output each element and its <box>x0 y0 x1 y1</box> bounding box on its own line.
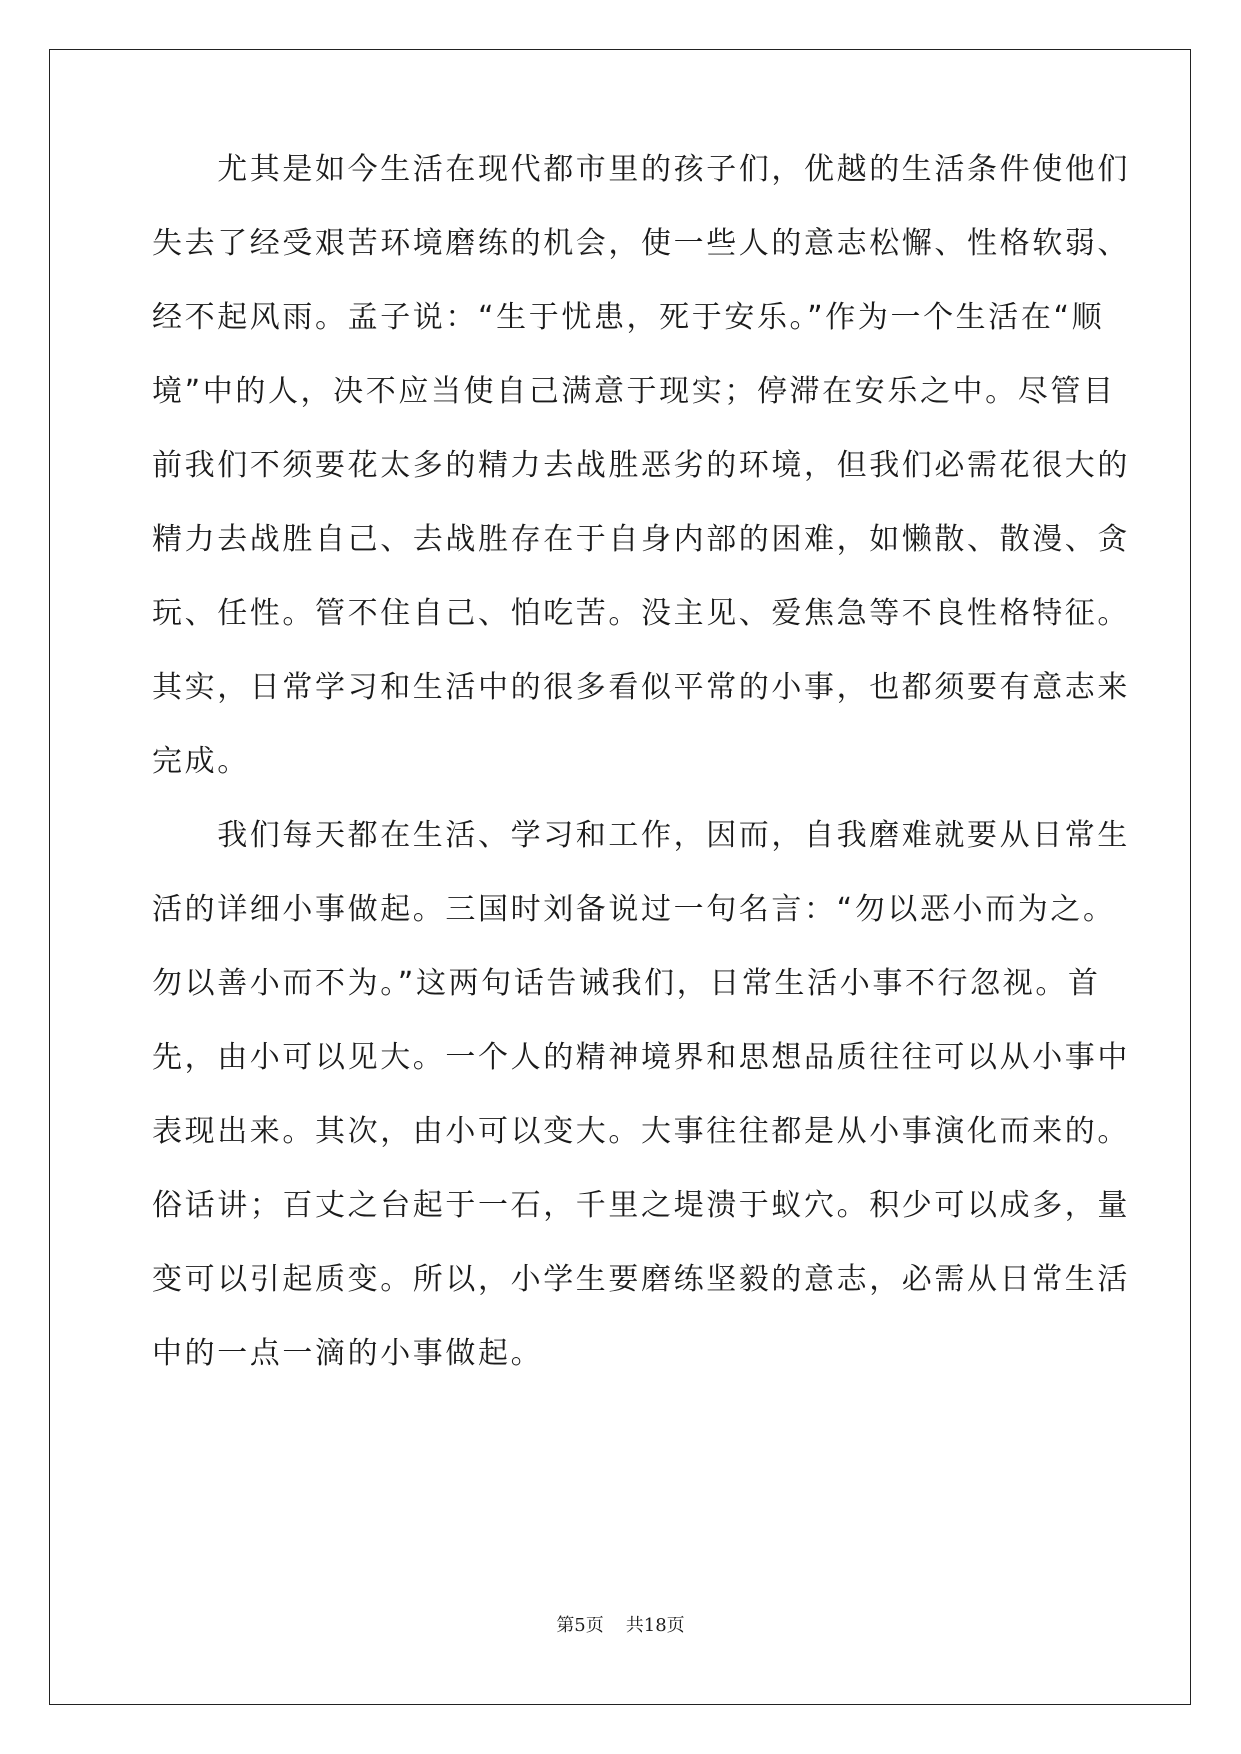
page-border <box>49 49 1191 1705</box>
text-line: 境”中的人，决不应当使自己满意于现实；停滞在安乐之中。尽管目 <box>152 374 1116 409</box>
text-line: 我们每天都在生活、学习和工作，因而，自我磨难就要从日常生 <box>152 818 1130 853</box>
text-line: 尤其是如今生活在现代都市里的孩子们，优越的生活条件使他们 <box>152 152 1130 187</box>
text-line: 玩、任性。管不住自己、怕吃苦。没主见、爱焦急等不良性格特征。 <box>152 596 1130 631</box>
text-line: 勿以善小而不为。”这两句话告诫我们，日常生活小事不行忽视。首 <box>152 966 1101 1001</box>
text-line: 变可以引起质变。所以，小学生要磨练坚毅的意志，必需从日常生活 <box>152 1262 1130 1297</box>
page-footer <box>0 1614 1241 1638</box>
text-line: 中的一点一滴的小事做起。 <box>152 1336 544 1371</box>
text-line: 精力去战胜自己、去战胜存在于自身内部的困难，如懒散、散漫、贪 <box>152 522 1130 557</box>
text-line: 活的详细小事做起。三国时刘备说过一句名言：“勿以恶小而为之。 <box>152 892 1116 927</box>
text-line: 其实，日常学习和生活中的很多看似平常的小事，也都须要有意志来 <box>152 670 1130 705</box>
text-line: 表现出来。其次，由小可以变大。大事往往都是从小事演化而来的。 <box>152 1114 1130 1149</box>
text-line: 先，由小可以见大。一个人的精神境界和思想品质往往可以从小事中 <box>152 1040 1130 1075</box>
page-total: 共18页 <box>625 1615 685 1636</box>
page-number: 第5页 <box>556 1615 604 1636</box>
text-line: 前我们不须要花太多的精力去战胜恶劣的环境，但我们必需花很大的 <box>152 448 1130 483</box>
text-line: 俗话讲；百丈之台起于一石，千里之堤溃于蚁穴。积少可以成多，量 <box>152 1188 1130 1223</box>
text-line: 经不起风雨。孟子说：“生于忧患，死于安乐。”作为一个生活在“顺 <box>152 300 1105 335</box>
text-line: 失去了经受艰苦环境磨练的机会，使一些人的意志松懈、性格软弱、 <box>152 226 1130 261</box>
text-line: 完成。 <box>152 744 250 779</box>
